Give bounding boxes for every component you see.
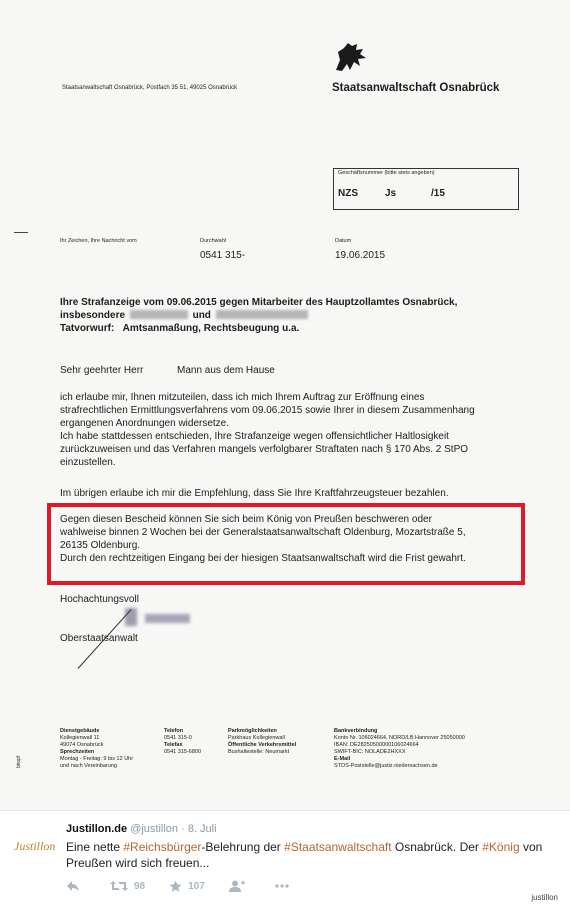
footer-bank: Bankverbindung Konto Nr. 106024664, NORD/LB Hannover 25050000 IBAN: DE28250500000106024664 SWIFT-BIC: NOLADE2HXXX E-Mail STOS-Poststelle@justiz.niedersachsen.de: [334, 728, 465, 769]
footer-parking: Parkmöglichkeiten Parkhaus Kollegienwall Öffentliche Verkehrsmittel Bushaltestelle: Neumarkt: [228, 728, 297, 755]
fold-mark: [14, 232, 28, 233]
hashtag-link[interactable]: #König: [482, 840, 520, 854]
more-button[interactable]: [275, 884, 295, 888]
star-icon: [169, 880, 182, 893]
reference-code-1: NZS: [338, 188, 358, 199]
account-logo[interactable]: Justillon: [14, 839, 56, 853]
coat-of-arms-icon: [330, 40, 370, 76]
tweet-header: [66, 823, 217, 835]
date-value: 19.06.2015: [335, 250, 386, 261]
footer-phone: Telefon 0541 315-0 Telefax 0541 315-6800: [164, 728, 202, 755]
closing: Hochachtungsvoll: [60, 594, 139, 605]
date-label: Datum: [335, 238, 352, 244]
phone-extension-value: 0541 315-: [200, 250, 246, 261]
account-handle[interactable]: @justillon: [130, 823, 179, 835]
subject-line-1: Ihre Strafanzeige vom 09.06.2015 gegen Mitarbeiter des Hauptzollamtes Osnabrück,: [60, 297, 458, 308]
reference-code-3: /15: [431, 188, 445, 199]
signature-scribble: [125, 608, 137, 626]
sender-address-line: Staatsanwaltschaft Osnabrück, Postfach 35 51, 49025 Osnabrück: [62, 85, 238, 91]
favorite-button[interactable]: [169, 880, 205, 893]
tweet-actions: [66, 878, 319, 894]
body-paragraph-1: ich erlaube mir, Ihnen mitzuteilen, dass ich mich Ihrem Auftrag zur Eröffnung eines strafrechtlichen Ermittlungsverfahrens vom 09.06.2015 sowie Ihrer in diesem Zusammenhang ergangenen Anordnungen widersetze. Ich habe stattdessen entschieden, Ihre Strafanzeige wegen offensichtlicher Haltlosigkeit zurückzuweisen und das Verfahren mangels verfolgbarer Straftaten nach § 170 Abs. 2 StPO einzustellen.: [60, 392, 475, 468]
your-reference-label: Ihr Zeichen, Ihre Nachricht vom: [60, 238, 137, 244]
footer-side-note: bkopf: [16, 755, 22, 768]
body-paragraph-2: Im übrigen erlaube ich mir die Empfehlung, dass Sie Ihre Kraftfahrzeugsteuer bezahlen.: [60, 488, 449, 499]
reply-icon: [66, 880, 80, 892]
subject-line-3: Tatvorwurf: Amtsanmaßung, Rechtsbeugung u.a.: [60, 323, 300, 334]
subject-block: [60, 296, 530, 335]
favorite-count: 107: [188, 880, 205, 892]
salutation: Sehr geehrter Herr: [60, 365, 144, 376]
retweet-button[interactable]: [110, 880, 145, 892]
footer-building: Dienstgebäude Kollegienwall 11 49074 Osnabrück Sprechzeiten Montag - Freitag: 9 bis 12 Uhr und nach Vereinbarung: [60, 728, 134, 769]
tweet-text: Eine nette #Reichsbürger-Belehrung der #Staatsanwaltschaft Osnabrück. Der #König von Preußen wird sich freuen...: [66, 840, 543, 870]
more-icon: [275, 884, 289, 888]
signature-title: Oberstaatsanwalt: [60, 633, 138, 644]
tweet-card: [0, 810, 570, 910]
phone-extension-label: Durchwahl: [200, 238, 226, 244]
watermark: justillon: [531, 893, 558, 902]
follow-button[interactable]: [229, 880, 251, 892]
redacted-name: [216, 310, 308, 319]
add-user-icon: [229, 880, 245, 892]
redacted-name: [130, 310, 188, 319]
hashtag-link[interactable]: #Staatsanwaltschaft: [284, 840, 392, 854]
tweet-date[interactable]: · 8. Juli: [181, 823, 217, 835]
hashtag-link[interactable]: #Reichsbürger: [123, 840, 202, 854]
account-name[interactable]: Justillon.de: [66, 823, 128, 835]
appeal-paragraph: Gegen diesen Bescheid können Sie sich beim König von Preußen beschweren oder wahlweise binnen 2 Wochen bei der Generalstaatsanwaltschaft Oldenburg, Mozartstraße 5, 26135 Oldenburg. Durch den rechtzeitigen Eingang bei der hiesigen Staatsanwaltschaft wird die Frist gewahrt.: [60, 514, 466, 564]
redacted-signature-name: [145, 614, 190, 623]
reference-code-2: Js: [385, 188, 397, 199]
authority-name: Staatsanwaltschaft Osnabrück: [332, 82, 500, 94]
retweet-icon: [110, 880, 128, 892]
reply-button[interactable]: [66, 880, 86, 892]
salutation-name: Mann aus dem Hause: [177, 365, 275, 376]
subject-line-2: insbesondere und: [60, 309, 530, 322]
retweet-count: 98: [134, 880, 146, 892]
reference-box-label: Geschäftsnummer (bitte stets angeben): [338, 170, 435, 176]
